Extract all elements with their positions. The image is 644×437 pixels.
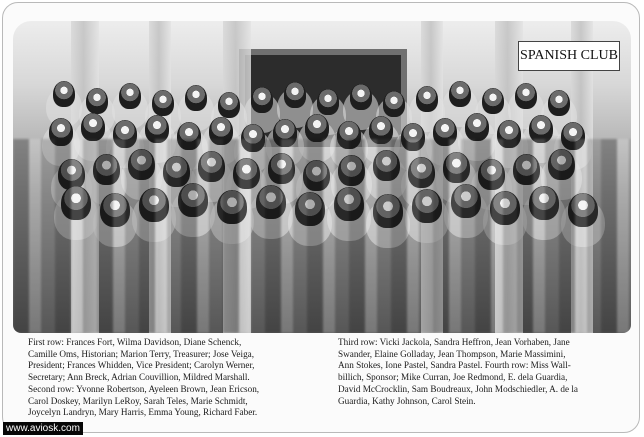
caption-line: Guardia, Kathy Johnson, Carol Stein. <box>338 395 476 406</box>
yearbook-page <box>2 2 640 433</box>
club-member-figure <box>568 193 598 227</box>
club-member-figure <box>373 150 400 181</box>
caption-line: Secretary; Ann Breck, Adrian Couvillion, Mildred Marshall. <box>28 372 250 383</box>
club-member-figure <box>273 119 297 147</box>
club-member-figure <box>178 183 208 217</box>
member-caption-right <box>338 337 633 407</box>
club-member-figure <box>53 81 75 107</box>
caption-line: billich, Sponsor; Mike Curran, Joe Redmond, E. dela Guardia, <box>338 372 568 383</box>
club-title-label: SPANISH CLUB <box>518 41 620 71</box>
caption-line: Second row: Yvonne Robertson, Ayeleen Brown, Jean Ericson, <box>28 383 260 394</box>
club-member-figure <box>241 124 265 152</box>
club-member-figure <box>334 187 364 221</box>
club-member-figure <box>198 151 225 182</box>
club-member-figure <box>515 83 537 109</box>
club-member-figure <box>338 155 365 186</box>
club-member-figure <box>373 194 403 228</box>
club-member-figure <box>401 123 425 151</box>
club-member-figure <box>529 115 553 143</box>
club-member-figure <box>443 152 470 183</box>
club-member-figure <box>93 154 120 185</box>
club-member-figure <box>284 82 306 108</box>
club-member-figure <box>513 154 540 185</box>
club-member-figure <box>478 159 505 190</box>
member-caption-left <box>28 337 328 419</box>
building-column <box>421 21 443 333</box>
club-member-figure <box>529 186 559 220</box>
club-member-figure <box>465 113 489 141</box>
club-member-figure <box>369 116 393 144</box>
club-member-figure <box>177 122 201 150</box>
club-member-figure <box>548 149 575 180</box>
club-member-figure <box>49 118 73 146</box>
club-member-figure <box>295 192 325 226</box>
caption-line: President; Frances Whidden, Vice President; Carolyn Werner, <box>28 360 255 371</box>
club-member-figure <box>490 191 520 225</box>
club-member-figure <box>548 90 570 116</box>
club-member-figure <box>433 118 457 146</box>
club-member-figure <box>303 160 330 191</box>
club-member-figure <box>217 190 247 224</box>
club-member-figure <box>139 188 169 222</box>
club-member-figure <box>58 159 85 190</box>
caption-line: Camille Oms, Historian; Marion Terry, Treasurer; Jose Veiga, <box>28 348 255 359</box>
club-member-figure <box>317 89 339 115</box>
building-column <box>149 21 171 333</box>
club-member-figure <box>233 158 260 189</box>
club-member-figure <box>256 185 286 219</box>
club-member-figure <box>119 83 141 109</box>
club-member-figure <box>218 92 240 118</box>
club-member-figure <box>416 86 438 112</box>
club-member-figure <box>383 91 405 117</box>
watermark-label: www.aviosk.com <box>3 422 83 435</box>
club-member-figure <box>305 114 329 142</box>
club-member-figure <box>449 81 471 107</box>
club-member-figure <box>128 149 155 180</box>
building-column <box>71 21 99 333</box>
club-member-figure <box>86 88 108 114</box>
club-member-figure <box>185 85 207 111</box>
club-member-figure <box>251 87 273 113</box>
club-member-figure <box>81 113 105 141</box>
club-member-figure <box>113 120 137 148</box>
club-member-figure <box>408 157 435 188</box>
caption-line: Third row: Vicki Jackola, Sandra Heffron, Jean Vorhaben, Jane <box>338 337 570 347</box>
building-column <box>223 21 251 333</box>
caption-line: First row: Frances Fort, Wilma Davidson, Diane Schenck, <box>28 337 242 347</box>
club-member-figure <box>337 121 361 149</box>
caption-line: Ann Stokes, Ione Pastel, Sandra Pastel. Fourth row: Miss Wall- <box>338 360 571 371</box>
club-member-figure <box>451 184 481 218</box>
club-member-figure <box>152 90 174 116</box>
club-member-figure <box>145 115 169 143</box>
club-member-figure <box>100 193 130 227</box>
club-member-figure <box>482 88 504 114</box>
club-member-figure <box>209 117 233 145</box>
caption-line: Swander, Elaine Golladay, Jean Thompson, Marie Massimini, <box>338 348 566 359</box>
caption-line: David McCrocklin, Sam Boudreaux, John Modschiedler, A. de la <box>338 383 578 394</box>
club-member-figure <box>561 122 585 150</box>
club-member-figure <box>350 84 372 110</box>
caption-line: Carol Doskey, Marilyn LeRoy, Sarah Teles, Marie Schmidt, <box>28 395 248 406</box>
club-member-figure <box>497 120 521 148</box>
caption-line: Joycelyn Landryn, Mary Harris, Emma Young, Richard Faber. <box>28 407 258 418</box>
club-member-figure <box>412 189 442 223</box>
club-member-figure <box>268 153 295 184</box>
club-member-figure <box>163 156 190 187</box>
club-member-figure <box>61 186 91 220</box>
